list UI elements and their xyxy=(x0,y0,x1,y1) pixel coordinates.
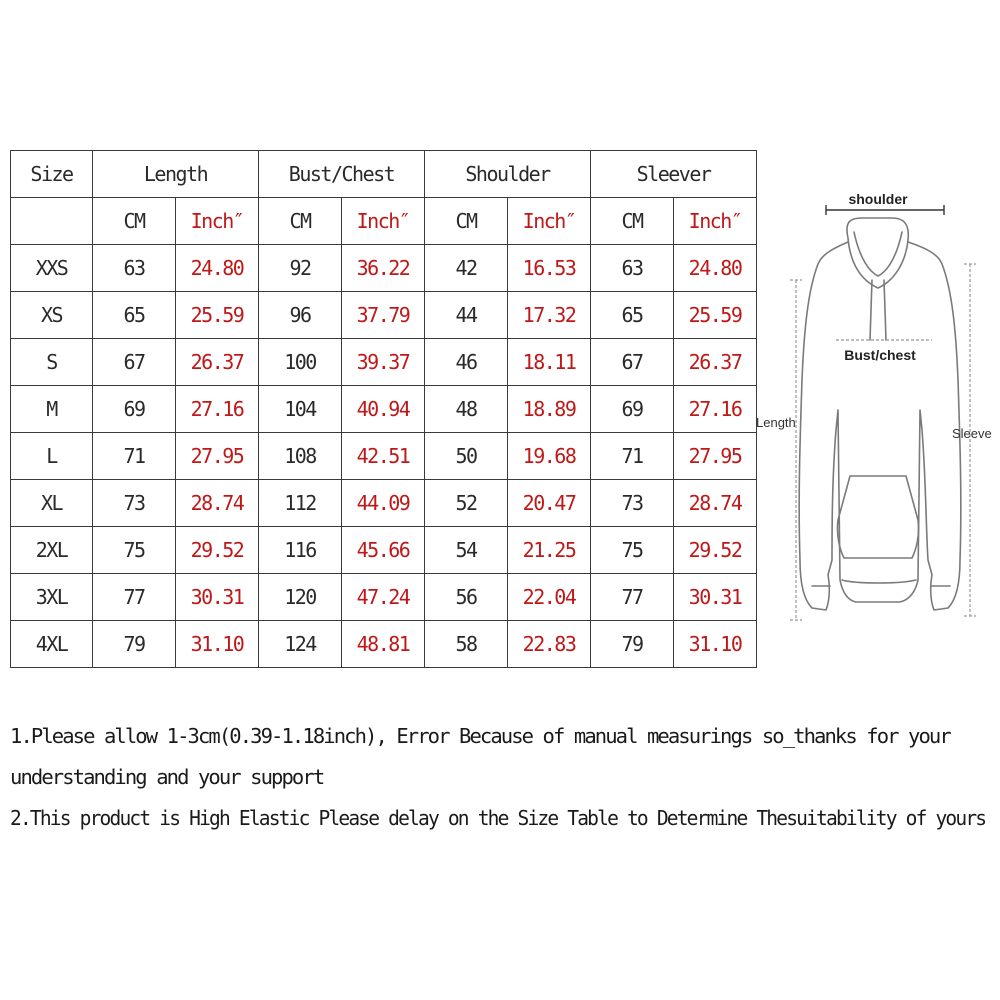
sleeve-cm-cell: 65 xyxy=(591,292,674,339)
size-row-xs xyxy=(11,292,757,339)
group-header-row xyxy=(11,151,757,198)
size-label-cell: M xyxy=(11,386,93,433)
shoulder-cm-unit: CM xyxy=(425,198,508,245)
shoulder-inch-cell: 16.53 xyxy=(508,245,591,292)
shoulder-inch-cell: 22.83 xyxy=(508,621,591,668)
length-cm-cell: 79 xyxy=(93,621,176,668)
note-line-2: understanding and your support xyxy=(10,765,324,789)
sleeve-cm-cell: 71 xyxy=(591,433,674,480)
sleeve-inch-cell: 26.37 xyxy=(674,339,757,386)
shoulder-inch-cell: 17.32 xyxy=(508,292,591,339)
length-cm-cell: 69 xyxy=(93,386,176,433)
bust-cm-cell: 100 xyxy=(259,339,342,386)
size-chart-body xyxy=(11,151,757,668)
bust-chest-label: Bust/chest xyxy=(844,347,916,363)
sleeve-cm-cell: 73 xyxy=(591,480,674,527)
shoulder-inch-cell: 18.11 xyxy=(508,339,591,386)
size-label-cell: XXS xyxy=(11,245,93,292)
sleeve-cm-cell: 77 xyxy=(591,574,674,621)
bust-chest-header: Bust/Chest xyxy=(259,151,425,198)
sleeve-inch-cell: 28.74 xyxy=(674,480,757,527)
size-row-xl xyxy=(11,480,757,527)
size-label-cell: XS xyxy=(11,292,93,339)
shoulder-cm-cell: 44 xyxy=(425,292,508,339)
size-chart-table xyxy=(10,150,757,668)
size-label-cell: 3XL xyxy=(11,574,93,621)
shoulder-header: Shoulder xyxy=(425,151,591,198)
size-label-cell: 2XL xyxy=(11,527,93,574)
bust-inch-cell: 48.81 xyxy=(342,621,425,668)
size-label-cell: S xyxy=(11,339,93,386)
size-row-l xyxy=(11,433,757,480)
length-cm-cell: 75 xyxy=(93,527,176,574)
bust-cm-cell: 120 xyxy=(259,574,342,621)
shoulder-cm-cell: 52 xyxy=(425,480,508,527)
bust-cm-cell: 124 xyxy=(259,621,342,668)
shoulder-cm-cell: 46 xyxy=(425,339,508,386)
length-inch-cell: 30.31 xyxy=(176,574,259,621)
sleeve-inch-cell: 31.10 xyxy=(674,621,757,668)
length-cm-cell: 67 xyxy=(93,339,176,386)
sleeve-inch-cell: 25.59 xyxy=(674,292,757,339)
empty-unit-cell xyxy=(11,198,93,245)
sleeve-inch-cell: 29.52 xyxy=(674,527,757,574)
hoodie-measurement-diagram xyxy=(756,180,996,640)
size-label-cell: XL xyxy=(11,480,93,527)
note-line-3: 2.This product is High Elastic Please delay on the Size Table to Determine Thesuitability of yours xyxy=(10,806,986,830)
length-cm-cell: 77 xyxy=(93,574,176,621)
length-inch-cell: 25.59 xyxy=(176,292,259,339)
length-inch-unit: Inch″ xyxy=(176,198,259,245)
size-row-2xl xyxy=(11,527,757,574)
sleeve-cm-cell: 63 xyxy=(591,245,674,292)
length-inch-cell: 27.16 xyxy=(176,386,259,433)
length-cm-unit: CM xyxy=(93,198,176,245)
size-row-s xyxy=(11,339,757,386)
sizing-notes xyxy=(10,716,990,839)
bust-cm-cell: 92 xyxy=(259,245,342,292)
size-row-3xl xyxy=(11,574,757,621)
bust-cm-unit: CM xyxy=(259,198,342,245)
shoulder-label: shoulder xyxy=(848,191,908,207)
sleeve-label: Sleeve xyxy=(952,426,992,441)
length-header: Length xyxy=(93,151,259,198)
sleeve-inch-unit: Inch″ xyxy=(674,198,757,245)
size-row-m xyxy=(11,386,757,433)
sleeve-cm-cell: 67 xyxy=(591,339,674,386)
shoulder-inch-cell: 22.04 xyxy=(508,574,591,621)
bust-cm-cell: 96 xyxy=(259,292,342,339)
bust-inch-cell: 44.09 xyxy=(342,480,425,527)
shoulder-inch-cell: 18.89 xyxy=(508,386,591,433)
bust-cm-cell: 104 xyxy=(259,386,342,433)
length-inch-cell: 31.10 xyxy=(176,621,259,668)
bust-inch-cell: 40.94 xyxy=(342,386,425,433)
bust-inch-cell: 39.37 xyxy=(342,339,425,386)
sleeve-inch-cell: 24.80 xyxy=(674,245,757,292)
length-inch-cell: 26.37 xyxy=(176,339,259,386)
length-cm-cell: 63 xyxy=(93,245,176,292)
bust-inch-unit: Inch″ xyxy=(342,198,425,245)
shoulder-inch-cell: 20.47 xyxy=(508,480,591,527)
shoulder-cm-cell: 48 xyxy=(425,386,508,433)
sleeve-inch-cell: 27.95 xyxy=(674,433,757,480)
note-line-1: 1.Please allow 1-3cm(0.39-1.18inch), Error Because of manual measurings so_thanks for your xyxy=(10,724,950,748)
bust-cm-cell: 108 xyxy=(259,433,342,480)
bust-inch-cell: 37.79 xyxy=(342,292,425,339)
bust-inch-cell: 36.22 xyxy=(342,245,425,292)
bust-inch-cell: 45.66 xyxy=(342,527,425,574)
shoulder-cm-cell: 42 xyxy=(425,245,508,292)
sleeve-cm-cell: 79 xyxy=(591,621,674,668)
unit-header-row xyxy=(11,198,757,245)
length-cm-cell: 73 xyxy=(93,480,176,527)
shoulder-cm-cell: 50 xyxy=(425,433,508,480)
sleeve-cm-cell: 69 xyxy=(591,386,674,433)
shoulder-inch-cell: 21.25 xyxy=(508,527,591,574)
length-cm-cell: 65 xyxy=(93,292,176,339)
size-label-cell: L xyxy=(11,433,93,480)
length-inch-cell: 28.74 xyxy=(176,480,259,527)
bust-cm-cell: 112 xyxy=(259,480,342,527)
size-row-xxs xyxy=(11,245,757,292)
length-inch-cell: 29.52 xyxy=(176,527,259,574)
bust-cm-cell: 116 xyxy=(259,527,342,574)
size-row-4xl xyxy=(11,621,757,668)
sleeve-cm-cell: 75 xyxy=(591,527,674,574)
size-header: Size xyxy=(11,151,93,198)
length-cm-cell: 71 xyxy=(93,433,176,480)
bust-inch-cell: 42.51 xyxy=(342,433,425,480)
length-inch-cell: 24.80 xyxy=(176,245,259,292)
sleeve-inch-cell: 27.16 xyxy=(674,386,757,433)
shoulder-cm-cell: 54 xyxy=(425,527,508,574)
shoulder-cm-cell: 56 xyxy=(425,574,508,621)
shoulder-inch-cell: 19.68 xyxy=(508,433,591,480)
hoodie-outline-icon xyxy=(799,218,961,610)
size-label-cell: 4XL xyxy=(11,621,93,668)
sleever-header: Sleever xyxy=(591,151,757,198)
sleeve-cm-unit: CM xyxy=(591,198,674,245)
shoulder-cm-cell: 58 xyxy=(425,621,508,668)
shoulder-inch-unit: Inch″ xyxy=(508,198,591,245)
length-label: Length xyxy=(756,415,796,430)
bust-inch-cell: 47.24 xyxy=(342,574,425,621)
sleeve-inch-cell: 30.31 xyxy=(674,574,757,621)
length-inch-cell: 27.95 xyxy=(176,433,259,480)
